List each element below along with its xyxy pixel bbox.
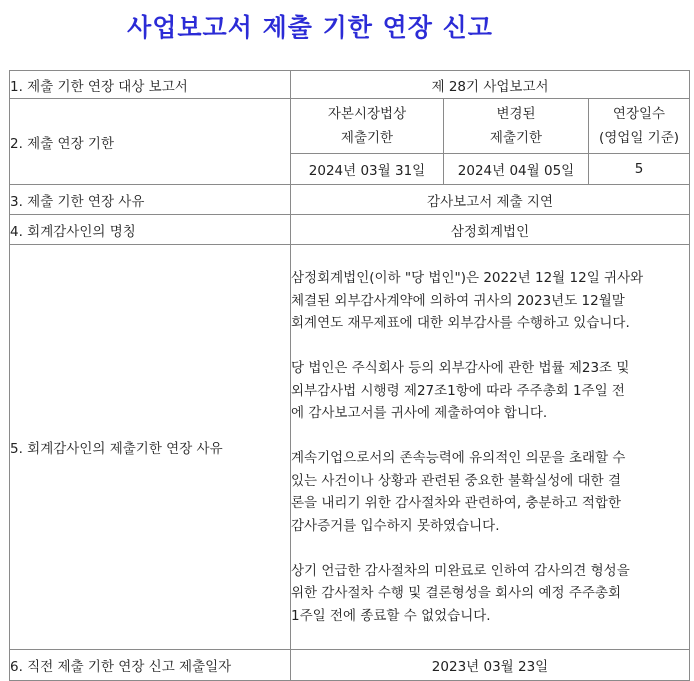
extension-period-label: 2. 제출 연장 기한 — [10, 99, 291, 185]
reason-line: 감사증거를 입수하지 못하였습니다. — [291, 517, 500, 534]
auditor-reason-label: 5. 회계감사인의 제출기한 연장 사유 — [10, 245, 291, 650]
target-report-label: 1. 제출 기한 연장 대상 보고서 — [10, 71, 291, 99]
reason-line: 계속기업으로서의 존속능력에 유의적인 의문을 초래할 수 — [291, 450, 626, 466]
reason-line: 회계연도 재무제표에 대한 외부감사를 수행하고 있습니다. — [291, 315, 630, 331]
legal-deadline-header — [291, 99, 444, 154]
changed-deadline-header-line2: 제출기한 — [489, 130, 543, 146]
reason-paragraph — [291, 560, 689, 628]
legal-deadline-value: 2024년 03월 31일 — [291, 154, 444, 185]
extension-days-header — [589, 99, 690, 154]
extension-days-header-line2: (영업일 기준) — [599, 130, 680, 146]
auditor-name-label: 4. 회계감사인의 명칭 — [10, 215, 291, 245]
reason-line: 위한 감사절차 수행 및 결론형성을 회사의 예정 주주총회 — [291, 585, 621, 601]
row-previous-filing-date — [10, 650, 690, 681]
changed-deadline-header — [444, 99, 589, 154]
previous-filing-label: 6. 직전 제출 기한 연장 신고 제출일자 — [10, 650, 291, 681]
reason-line: 당 법인은 주식회사 등의 외부감사에 관한 법률 제23조 및 — [291, 360, 630, 376]
auditor-reason-text — [291, 245, 690, 650]
target-report-value: 제 28기 사업보고서 — [291, 71, 690, 99]
reason-line: 에 감사보고서를 귀사에 제출하여야 합니다. — [291, 405, 548, 421]
legal-deadline-header-line1: 자본시장법상 — [327, 106, 407, 122]
extension-report-table — [9, 70, 690, 681]
reason-paragraph — [291, 357, 689, 425]
reason-paragraph — [291, 447, 689, 537]
previous-filing-value: 2023년 03월 23일 — [291, 650, 690, 681]
reason-line: 외부감사법 시행령 제27조1항에 따라 주주총회 1주일 전 — [291, 382, 625, 399]
reason-line: 삼정회계법인(이하 "당 법인")은 2022년 12월 12일 귀사와 — [291, 270, 644, 286]
page-title: 사업보고서 제출 기한 연장 신고 — [127, 13, 493, 42]
row-extension-period-header — [10, 99, 690, 154]
extension-days-value: 5 — [589, 154, 690, 185]
row-auditor-reason — [10, 245, 690, 650]
reason-line: 론을 내리기 위한 감사절차와 관련하여, 충분하고 적합한 — [291, 495, 621, 511]
changed-deadline-value: 2024년 04월 05일 — [444, 154, 589, 185]
changed-deadline-header-line1: 변경된 — [496, 106, 536, 122]
auditor-name-value: 삼정회계법인 — [291, 215, 690, 245]
reason-line: 있는 사건이나 상황과 관련된 중요한 불확실성에 대한 결 — [291, 472, 621, 489]
reason-line: 체결된 외부감사계약에 의하여 귀사의 2023년도 12월말 — [291, 292, 625, 309]
reason-paragraph — [291, 267, 689, 335]
row-extension-reason — [10, 185, 690, 215]
row-auditor-name — [10, 215, 690, 245]
reason-line: 상기 언급한 감사절차의 미완료로 인하여 감사의견 형성을 — [291, 562, 630, 579]
extension-reason-value: 감사보고서 제출 지연 — [291, 185, 690, 215]
reason-line: 1주일 전에 종료할 수 없었습니다. — [291, 607, 491, 624]
extension-reason-label: 3. 제출 기한 연장 사유 — [10, 185, 291, 215]
legal-deadline-header-line2: 제출기한 — [340, 130, 394, 146]
extension-days-header-line1: 연장일수 — [612, 106, 666, 122]
row-target-report — [10, 71, 690, 99]
